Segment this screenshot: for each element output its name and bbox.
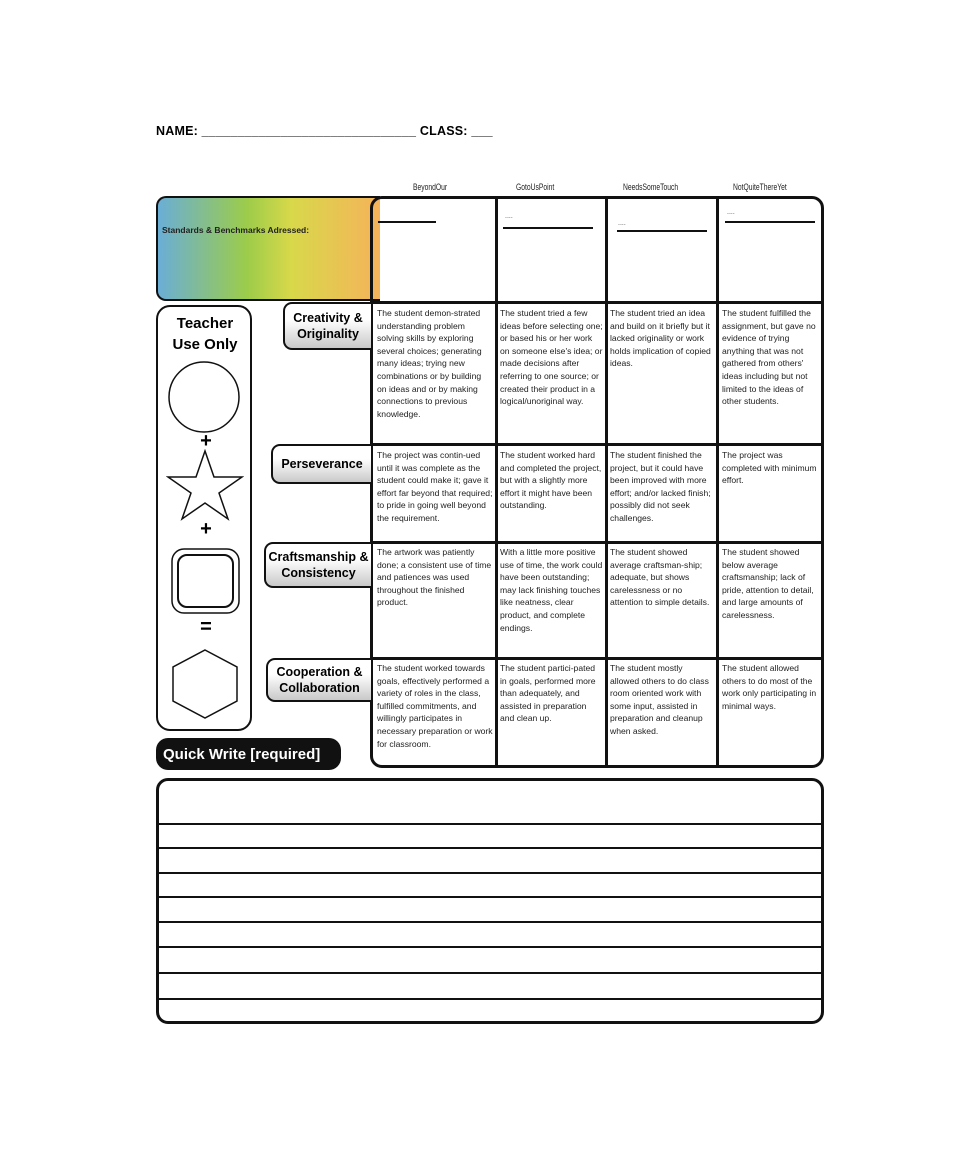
criterion-label-cooperation: Cooperation & Collaboration [266, 658, 371, 702]
class-blank[interactable]: ___ [471, 124, 493, 138]
criterion-label-perseverance: Perseverance [271, 444, 371, 484]
column-header-2: GotoUsPoint [516, 182, 555, 192]
rubric-cell: The student worked hard and completed the project, but with a slightly more effort it might have been outstanding. [500, 450, 602, 511]
criterion-label-craftsmanship: Craftsmanship & Consistency [264, 542, 371, 588]
grid-divider [371, 443, 823, 446]
writing-line[interactable] [158, 972, 822, 974]
rubric-cell: The student worked towards goals, effectively performed a variety of roles in the class, fulfilled commitments, and willingly participates in necessary preparation or work for classroom. [377, 663, 493, 749]
standards-label: Standards & Benchmarks Adressed: [162, 225, 310, 235]
rubric-cell: The student tried an idea and build on it briefly but it lacked originality or work holds implication of copied ideas. [610, 308, 711, 369]
grid-divider [605, 197, 608, 767]
writing-line[interactable] [158, 823, 822, 825]
rubric-cell: The student showed average craftsman-ship; adequate, but shows carelessness or no attention to simple details. [610, 547, 710, 608]
rubric-cell: The student allowed others to do most of the work only participating in minimal ways. [722, 663, 817, 711]
rubric-cell: The student showed below average craftsmanship; lack of pride, attention to detail, and large amounts of carelessness. [722, 547, 814, 620]
teacher-title-line1: Teacher [176, 315, 234, 332]
quick-write-heading: Quick Write [required] [156, 738, 341, 770]
criterion-label-creativity: Creativity & Originality [283, 302, 371, 350]
writing-line[interactable] [158, 896, 822, 898]
grid-divider [495, 197, 498, 767]
class-label: CLASS: [419, 124, 468, 138]
standard-blank[interactable] [725, 221, 815, 223]
standard-blank[interactable] [378, 221, 436, 223]
standards-box [156, 196, 380, 301]
plus-operator: + [200, 430, 212, 452]
rubric-cell: The project was completed with minimum effort. [722, 450, 817, 486]
standard-blank[interactable] [503, 227, 593, 229]
standard-dots: .... [727, 209, 735, 216]
rubric-cell: The student demon-strated understanding problem solving skills by exploring several choices; generating many ideas; trying new combinations or by building on ideas and or by making connections to previous knowledge. [377, 308, 482, 419]
grid-divider [371, 541, 823, 544]
name-class-line [156, 124, 493, 138]
teacher-title-line2: Use Only [172, 336, 238, 353]
rubric-cell: The student tried a few ideas before selecting one; or based his or her work on someone else's idea; or made decisions after referring to one source; or created their product in a logical/unoriginal way. [500, 308, 603, 407]
teacher-use-title [160, 313, 250, 355]
rounded-square-icon[interactable] [170, 547, 242, 615]
standard-blank[interactable] [617, 230, 707, 232]
grid-divider [716, 197, 719, 767]
standard-dots: .... [505, 213, 513, 220]
writing-line[interactable] [158, 847, 822, 849]
quick-write-box[interactable] [156, 778, 824, 1024]
name-blank[interactable]: ______________________________ [201, 124, 417, 138]
rubric-cell: The student mostly allowed others to do class room oriented work with some input, assisted in preparation and cleanup when asked. [610, 663, 709, 736]
star-icon[interactable] [166, 449, 244, 521]
column-header-4: NotQuiteThereYet [733, 182, 787, 192]
standard-dots: .... [618, 220, 626, 227]
rubric-cell: The project was contin-ued until it was complete as the student could make it; gave it effort far beyond that required; to pride in going well beyond the requirement. [377, 450, 493, 523]
rubric-cell: With a little more positive use of time, the work could have been outstanding; may lack finishing touches like neatness, clear product, and complete endings. [500, 547, 603, 633]
writing-line[interactable] [158, 998, 822, 1000]
rubric-cell: The student fulfilled the assignment, but gave no evidence of trying anything that was not gathered from others' ideas including but not limited to the ideas of other students. [722, 308, 816, 407]
rubric-cell: The student partici-pated in goals, performed more than adequately, and assisted in preparation and clean up. [500, 663, 596, 724]
rubric-cell: The student finished the project, but it could have been improved with more effort; and/or lacked finish; possibly did not seek challenges. [610, 450, 711, 523]
grid-divider [371, 301, 823, 304]
writing-line[interactable] [158, 946, 822, 948]
column-header-1: BeyondOur [413, 182, 448, 192]
writing-line[interactable] [158, 921, 822, 923]
circle-icon[interactable] [166, 360, 242, 436]
rubric-cell: The artwork was patiently done; a consistent use of time and patiences was used throughout the finished product. [377, 547, 492, 608]
column-header-3: NeedsSomeTouch [623, 182, 679, 192]
hexagon-icon[interactable] [170, 648, 240, 720]
name-label: NAME: [156, 124, 198, 138]
grid-divider [371, 657, 823, 660]
equals-operator: = [200, 616, 212, 638]
writing-line[interactable] [158, 872, 822, 874]
plus-operator: + [200, 518, 212, 540]
